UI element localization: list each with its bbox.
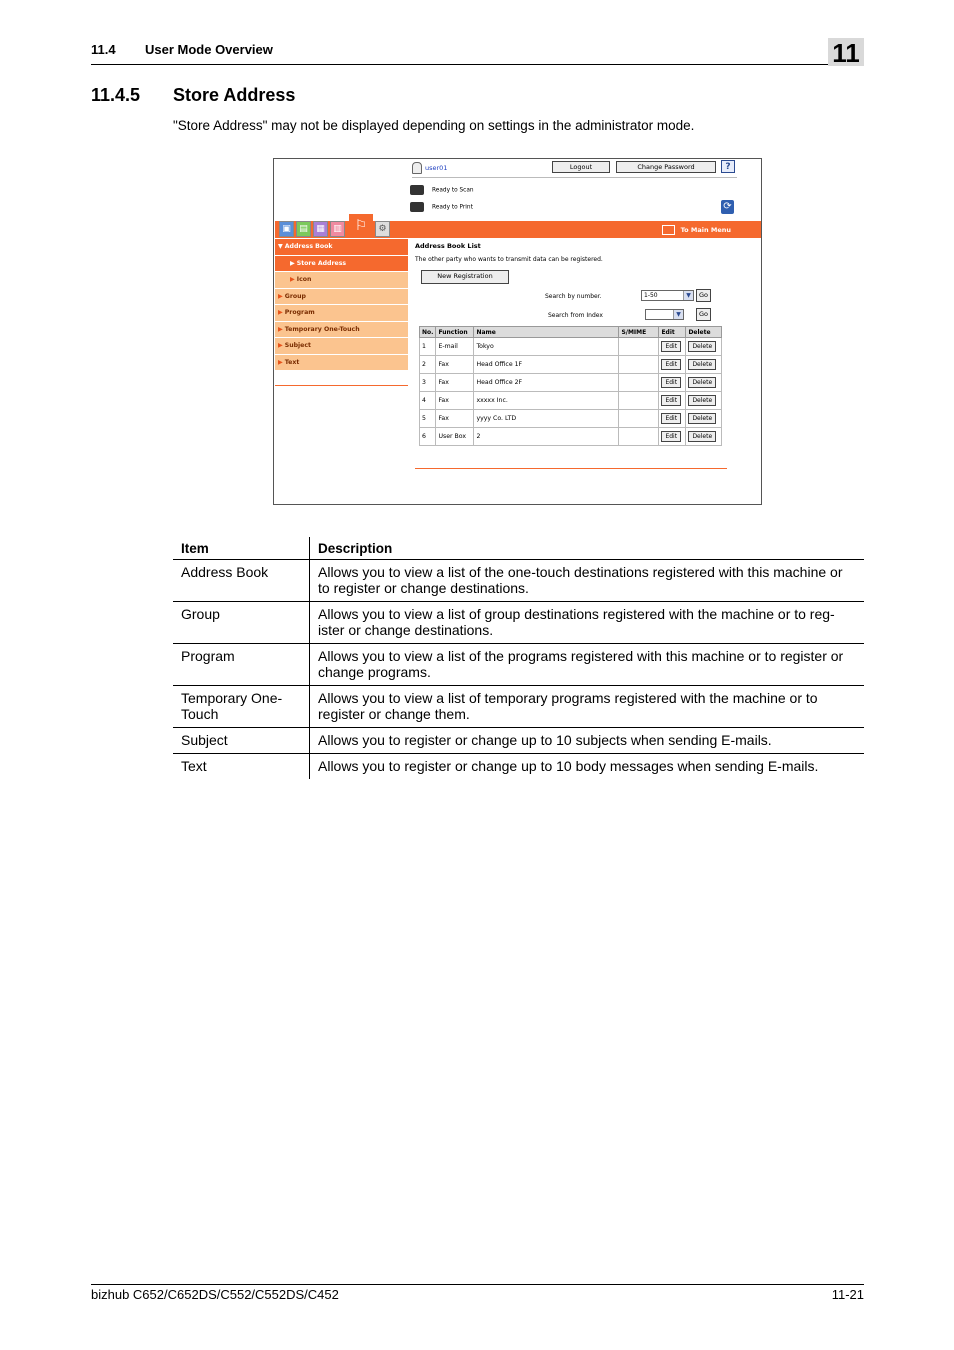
table-row bbox=[173, 686, 864, 728]
logout-button[interactable]: Logout bbox=[552, 161, 610, 173]
section-heading bbox=[91, 85, 295, 106]
table-row bbox=[173, 602, 864, 644]
row-number: 2 bbox=[420, 356, 436, 374]
user-indicator bbox=[412, 162, 447, 174]
refresh-icon[interactable]: ⟳ bbox=[721, 200, 734, 214]
item-cell: Program bbox=[173, 644, 310, 686]
description-cell: Allows you to register or change up to 10 subjects when sending E-mails. bbox=[310, 728, 865, 754]
header-section-title: User Mode Overview bbox=[145, 42, 273, 57]
column-header-no: No. bbox=[420, 327, 436, 338]
job-tab-icon[interactable]: ▦ bbox=[313, 221, 328, 237]
sidebar-divider bbox=[275, 385, 408, 386]
sidebar-item-program[interactable]: ▶ Program bbox=[275, 305, 408, 322]
description-table bbox=[173, 537, 864, 779]
description-cell: Allows you to register or change up to 10 body messages when sending E-mails. bbox=[318, 758, 819, 774]
user-name: user01 bbox=[425, 164, 448, 172]
printer-icon bbox=[410, 202, 424, 212]
to-main-menu-link[interactable] bbox=[662, 225, 731, 235]
item-cell: Temporary One-Touch bbox=[173, 686, 310, 728]
row-smime bbox=[619, 428, 659, 446]
row-smime bbox=[619, 392, 659, 410]
column-header-description: Description bbox=[310, 537, 865, 560]
print-status-text: Ready to Print bbox=[432, 204, 473, 211]
row-function: Fax bbox=[436, 356, 474, 374]
table-row bbox=[420, 410, 722, 428]
sidebar-item-group[interactable]: ▶ Group bbox=[275, 289, 408, 306]
table-row bbox=[173, 728, 864, 754]
sidebar-item-text[interactable]: ▶ Text bbox=[275, 355, 408, 372]
sidebar-item-temporary-one-touch[interactable]: ▶ Temporary One-Touch bbox=[275, 322, 408, 339]
sidebar-menu bbox=[275, 239, 408, 371]
edit-button[interactable]: Edit bbox=[661, 359, 681, 370]
row-name: 2 bbox=[474, 428, 619, 446]
edit-button[interactable]: Edit bbox=[661, 395, 681, 406]
chevron-down-icon: ▼ bbox=[683, 291, 693, 300]
row-name: Head Office 1F bbox=[474, 356, 619, 374]
column-header-delete: Delete bbox=[686, 327, 722, 338]
row-edit-cell bbox=[659, 356, 686, 374]
search-index-select[interactable] bbox=[645, 309, 684, 320]
print-status bbox=[410, 202, 473, 212]
row-number: 5 bbox=[420, 410, 436, 428]
description-cell: Allows you to view a list of temporary programs registered with the machine or to register or change them. bbox=[310, 686, 865, 728]
row-smime bbox=[619, 338, 659, 356]
edit-button[interactable]: Edit bbox=[661, 413, 681, 424]
row-edit-cell bbox=[659, 374, 686, 392]
row-edit-cell bbox=[659, 338, 686, 356]
intro-text: "Store Address" may not be displayed depending on settings in the administrator mode. bbox=[173, 118, 695, 133]
direct-print-tab-icon[interactable]: ▥ bbox=[330, 221, 345, 237]
store-address-tab-icon[interactable]: ⚐ bbox=[349, 214, 373, 237]
settings-tab-icon[interactable]: ⚙ bbox=[375, 221, 390, 237]
table-row bbox=[420, 392, 722, 410]
delete-button[interactable]: Delete bbox=[688, 395, 716, 406]
row-delete-cell bbox=[686, 428, 722, 446]
row-delete-cell bbox=[686, 356, 722, 374]
address-book-list-description: The other party who wants to transmit data can be registered. bbox=[415, 256, 603, 263]
row-number: 3 bbox=[420, 374, 436, 392]
address-book-table bbox=[419, 326, 722, 446]
running-header bbox=[91, 42, 273, 57]
table-row bbox=[420, 374, 722, 392]
scan-status-text: Ready to Scan bbox=[432, 187, 474, 194]
row-smime bbox=[619, 410, 659, 428]
row-delete-cell bbox=[686, 374, 722, 392]
item-cell: Group bbox=[173, 602, 310, 644]
header-section-number: 11.4 bbox=[91, 42, 116, 57]
description-cell: Allows you to view a list of group destinations registered with the machine or to reg-ister or change destinations. bbox=[310, 602, 865, 644]
address-book-list-title: Address Book List bbox=[415, 242, 481, 250]
search-number-label: Search by number. bbox=[545, 293, 602, 300]
edit-button[interactable]: Edit bbox=[661, 341, 681, 352]
description-cell: Allows you to view a list of the programs registered with this machine or to register or change programs. bbox=[310, 644, 865, 686]
row-edit-cell bbox=[659, 428, 686, 446]
table-row bbox=[420, 428, 722, 446]
row-edit-cell bbox=[659, 392, 686, 410]
chevron-down-icon: ▼ bbox=[673, 310, 683, 319]
sidebar-item-address-book[interactable]: ▼ Address Book bbox=[275, 239, 408, 256]
table-row bbox=[173, 560, 864, 602]
description-cell: Allows you to view a list of the one-touch destinations registered with this machine or to register or change destinations. bbox=[310, 560, 865, 602]
change-password-button[interactable]: Change Password bbox=[616, 161, 716, 173]
row-number: 6 bbox=[420, 428, 436, 446]
row-edit-cell bbox=[659, 410, 686, 428]
row-name: Head Office 2F bbox=[474, 374, 619, 392]
row-number: 1 bbox=[420, 338, 436, 356]
item-cell: Subject bbox=[173, 728, 310, 754]
row-name: yyyy Co. LTD bbox=[474, 410, 619, 428]
row-function: E-mail bbox=[436, 338, 474, 356]
column-header-item: Item bbox=[173, 537, 310, 560]
search-number-select[interactable] bbox=[641, 290, 694, 301]
chapter-badge: 11 bbox=[828, 38, 864, 66]
section-number: 11.4.5 bbox=[91, 85, 141, 105]
sidebar-item-subject[interactable]: ▶ Subject bbox=[275, 338, 408, 355]
go-button-number[interactable]: Go bbox=[696, 289, 711, 302]
footer-model: bizhub C652/C652DS/C552/C552DS/C452 bbox=[91, 1287, 339, 1302]
top-divider bbox=[412, 177, 737, 178]
main-menu-icon bbox=[662, 225, 675, 235]
row-delete-cell bbox=[686, 410, 722, 428]
search-number-value: 1-50 bbox=[644, 292, 658, 299]
row-function: Fax bbox=[436, 392, 474, 410]
table-row bbox=[173, 754, 864, 780]
list-bottom-divider bbox=[415, 468, 727, 469]
row-smime bbox=[619, 374, 659, 392]
sidebar-item-store-address[interactable]: ▶ Store Address bbox=[275, 256, 408, 273]
column-header-function: Function bbox=[436, 327, 474, 338]
column-header-smime: S/MIME bbox=[619, 327, 659, 338]
delete-button[interactable]: Delete bbox=[688, 431, 716, 442]
print-tab-icon[interactable]: ▤ bbox=[296, 221, 311, 237]
table-row bbox=[420, 338, 722, 356]
delete-button[interactable]: Delete bbox=[688, 413, 716, 424]
column-header-edit: Edit bbox=[659, 327, 686, 338]
scanner-icon bbox=[410, 185, 424, 195]
footer-rule bbox=[91, 1284, 864, 1285]
row-number: 4 bbox=[420, 392, 436, 410]
row-function: Fax bbox=[436, 374, 474, 392]
row-delete-cell bbox=[686, 338, 722, 356]
row-function: Fax bbox=[436, 410, 474, 428]
main-menu-label: To Main Menu bbox=[680, 226, 731, 234]
row-delete-cell bbox=[686, 392, 722, 410]
row-smime bbox=[619, 356, 659, 374]
row-name: xxxxx Inc. bbox=[474, 392, 619, 410]
row-name: Tokyo bbox=[474, 338, 619, 356]
header-rule bbox=[91, 64, 864, 65]
edit-button[interactable]: Edit bbox=[661, 431, 681, 442]
search-index-label: Search from Index bbox=[548, 312, 603, 319]
column-header-name: Name bbox=[474, 327, 619, 338]
footer-page-number: 11-21 bbox=[831, 1287, 864, 1302]
web-connection-screenshot bbox=[273, 158, 762, 505]
edit-button[interactable]: Edit bbox=[661, 377, 681, 388]
new-registration-button[interactable]: New Registration bbox=[421, 270, 509, 284]
delete-button[interactable]: Delete bbox=[688, 341, 716, 352]
row-function: User Box bbox=[436, 428, 474, 446]
delete-button[interactable]: Delete bbox=[688, 377, 716, 388]
table-row bbox=[420, 356, 722, 374]
sidebar-item-icon[interactable]: ▶ Icon bbox=[275, 272, 408, 289]
box-tab-icon[interactable]: ▣ bbox=[279, 221, 294, 237]
help-icon[interactable]: ? bbox=[721, 160, 735, 173]
section-title: Store Address bbox=[173, 85, 296, 105]
item-cell: Text bbox=[173, 754, 310, 780]
go-button-index[interactable]: Go bbox=[696, 308, 711, 321]
scan-status bbox=[410, 185, 474, 195]
item-cell: Address Book bbox=[173, 560, 310, 602]
delete-button[interactable]: Delete bbox=[688, 359, 716, 370]
table-row bbox=[173, 644, 864, 686]
user-icon bbox=[412, 162, 422, 174]
